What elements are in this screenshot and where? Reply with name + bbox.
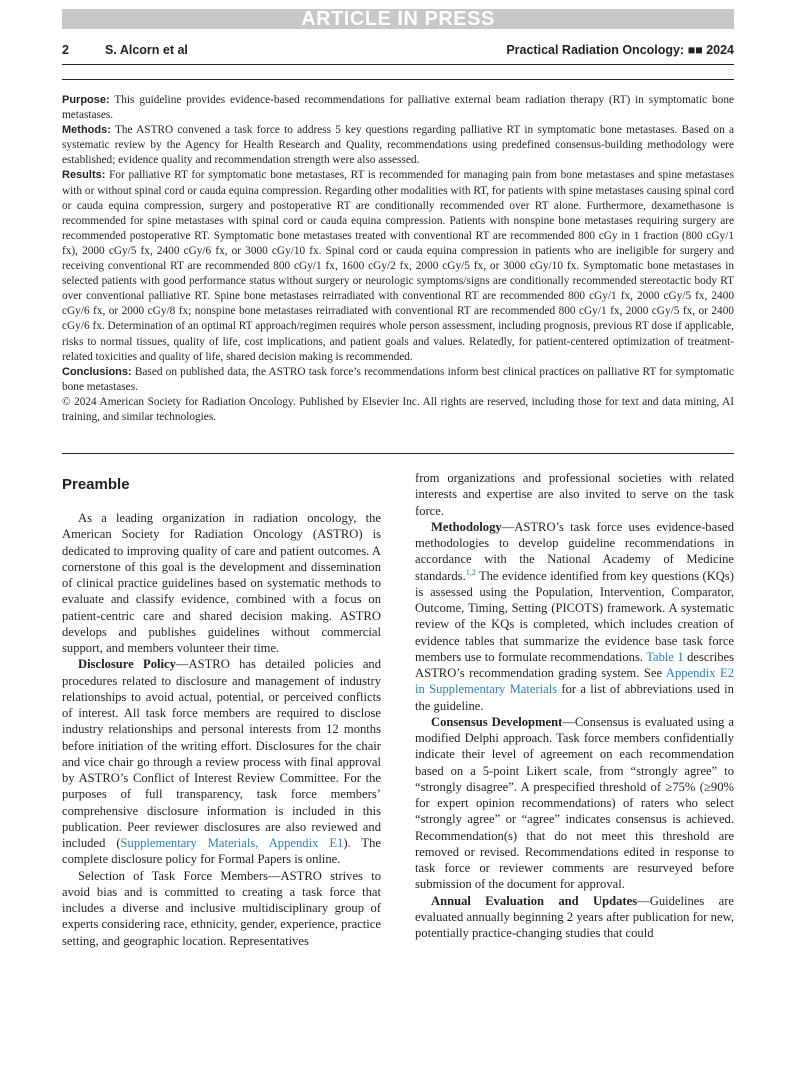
disclosure-tail: ). The complete disclosure policy for Formal Papers is online. xyxy=(62,836,381,867)
consensus-label: Consensus Development xyxy=(431,714,563,729)
purpose-label: Purpose: xyxy=(62,94,110,106)
selection-paragraph: Selection of Task Force Members—ASTRO strives to avoid bias and is committed to creating a task force that includes a diverse and inclusive multidisciplinary group of experts considering race, ethnicity, gender, experience, practice setting, and geographic location. Representatives xyxy=(62,868,381,948)
methods-text: The ASTRO convened a task force to address 5 key questions regarding palliative RT in symptomatic bone metastases. Based on a systematic review by the Agency for Health Research and Quality, recommendations using predefined consensus-building methodology were established; evidence quality and recommendation strength were also assessed. xyxy=(62,124,734,167)
methodology-label: Methodology xyxy=(431,519,502,534)
methodology-text-4: for a list of abbreviations used in the guideline. xyxy=(415,682,734,713)
abstract-bottom-rule xyxy=(62,453,734,454)
abstract-top-rule xyxy=(62,79,734,80)
disclosure-text: —ASTRO has detailed policies and procedures related to disclosure and management of industry relationships to avoid actual, potential, or perceived conflicts of interest. All task force members are required to disclose industry relationships and personal interests from 12 months before initiation of the writing effort. Disclosures for the chair and vice chair go through a review process with final approval by ASTRO’s Conflict of Interest Review Committee. For the purposes of full transparency, task force members’ comprehensive disclosure information is included in this publication. Peer reviewer disclosures are also reviewed and included ( xyxy=(62,657,381,850)
article-in-press-banner: ARTICLE IN PRESS xyxy=(62,9,734,29)
methodology-paragraph xyxy=(415,519,734,714)
header-rule xyxy=(62,64,734,65)
abstract-conclusions xyxy=(62,365,734,395)
methodology-text-3: describes ASTRO’s recommendation grading system. See xyxy=(415,649,734,680)
annual-text: —Guidelines are evaluated annually beginning 2 years after publication for new, potentially practice-changing studies that could xyxy=(415,893,734,940)
consensus-text: —Consensus is evaluated using a modified Delphi approach. Task force members confidentially indicate their level of agreement on each recommendation based on a 5-point Likert scale, from “strongly agree” to “strongly disagree”. A prespecified threshold of ≥75% (≥90% for expert opinion recommendations) of raters who select “strongly agree” or “agree” indicates consensus is achieved. Recommendation(s) that do not meet this threshold are removed or revised. Recommendations edited in response to task force or reviewer comments are resurveyed before submission of the document for approval. xyxy=(415,714,734,892)
section-heading-preamble: Preamble xyxy=(62,476,130,493)
results-label: Results: xyxy=(62,169,106,182)
reference-link[interactable]: 1,2 xyxy=(465,567,476,577)
results-text: For palliative RT for symptomatic bone metastases, RT is recommended for managing pain from bone metastases and spine metastases with or without spinal cord or cauda equina compression. Regarding other modalities with RT, for patients with spine metastases causing spinal cord or cauda equina compression, surgery and postoperative RT are conditionally recommended over RT alone. Furthermore, dexamethasone is recommended for spine metastases with spinal cord or cauda equina compression. Patients with nonspine bone metastases requiring surgery are recommended postoperative RT. Symptomatic bone metastases treated with conventional RT are recommended 800 cGy in 1 fraction (800 cGy/1 fx), 2000 cGy/5 fx, 2400 cGy/6 fx, or 3000 cGy/10 fx. Spinal cord or cauda equina compression in patients who are ineligible for surgery and receiving conventional RT are recommended 800 cGy/1 fx, 1600 cGy/2 fx, 2000 cGy/5 fx, or 3000 cGy/10 fx. Symptomatic bone metastases in selected patients with good performance status without surgery or neurologic symptoms/signs are conditionally recommended stereotactic body RT over conventional palliative RT. Spine bone metastases reirradiated with conventional RT are recommended 800 cGy/1 fx, 2000 cGy/5 fx, 2400 cGy/6 fx, or 2000 cGy/8 fx; nonspine bone metastases reirradiated with conventional RT are recommended 800 cGy/1 fx, 2000 cGy/5 fx, or 2400 cGy/6 fx. Determination of an optimal RT approach/regimen requires whole person assessment, including prognosis, previous RT dose if applicable, risks to normal tissues, quality of life, cost implications, and patient goals and values. Relatedly, for patient-centered optimization of treatment-related toxicities and quality of life, shared decision making is recommended. xyxy=(62,169,734,363)
abstract xyxy=(62,93,734,425)
abstract-methods xyxy=(62,123,734,168)
methods-label: Methods: xyxy=(62,124,111,137)
conclusions-text: Based on published data, the ASTRO task force’s recommendations inform best clinical practices on palliative RT for symptomatic bone metastases. xyxy=(62,365,734,393)
continued-paragraph: from organizations and professional societies with related interests and expertise are also invited to serve on the task force. xyxy=(415,471,734,518)
methodology-text-2: The evidence identified from key questions (KQs) is assessed using the Population, Intervention, Comparator, Outcome, Timing, Setting (PICOTS) framework. A systematic review of the KQs is completed, which includes creation of evidence tables that summarize the evidence base task force members use to formulate recommendations. xyxy=(415,568,734,664)
annual-paragraph xyxy=(415,893,734,942)
left-column xyxy=(62,474,381,949)
abstract-results xyxy=(62,168,734,364)
consensus-paragraph xyxy=(415,714,734,893)
running-authors: S. Alcorn et al xyxy=(105,43,188,57)
journal-title: Practical Radiation Oncology: ■■ 2024 xyxy=(506,43,734,57)
appendix-e2-link[interactable]: Appendix E2 in Supplementary Materials xyxy=(415,666,734,697)
purpose-text: This guideline provides evidence-based recommendations for palliative external beam radiation therapy (RT) in symptomatic bone metastases. xyxy=(62,94,734,122)
page-number: 2 xyxy=(62,43,69,57)
disclosure-label: Disclosure Policy xyxy=(78,657,176,672)
running-header xyxy=(62,43,734,61)
disclosure-paragraph xyxy=(62,656,381,867)
conclusions-label: Conclusions: xyxy=(62,365,132,378)
abstract-purpose xyxy=(62,93,734,123)
annual-label: Annual Evaluation and Updates xyxy=(431,893,638,908)
right-column xyxy=(415,470,734,941)
appendix-e1-link[interactable]: Supplementary Materials, Appendix E1 xyxy=(120,836,344,850)
copyright-notice: © 2024 American Society for Radiation Oncology. Published by Elsevier Inc. All rights are reserved, including those for text and data mining, AI training, and similar technologies. xyxy=(62,395,734,423)
table-1-link[interactable]: Table 1 xyxy=(646,649,684,664)
methodology-text: —ASTRO’s task force uses evidence-based methodologies to develop guideline recommendations in accordance with the National Academy of Medicine standards. xyxy=(415,519,734,583)
preamble-paragraph: As a leading organization in radiation oncology, the American Society for Radiation Oncology (ASTRO) is dedicated to improving quality of care and patient outcomes. A cornerstone of this goal is the development and dissemination of clinical practice guidelines based on systematic methods to evaluate and classify evidence, combined with a focus on patient-centric care and shared decision making. ASTRO develops and publishes guidelines without commercial support, and members volunteer their time. xyxy=(62,511,381,655)
